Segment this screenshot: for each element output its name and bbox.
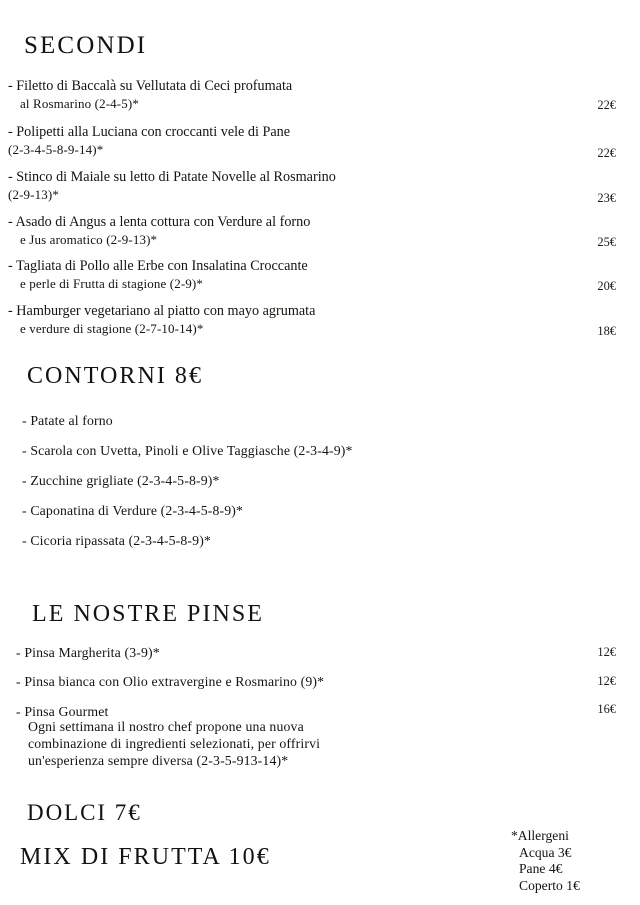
menu-item-line-2: e Jus aromatico (2-9-13)* [20, 232, 158, 247]
section-heading-contorni: CONTORNI 8€ [27, 363, 204, 389]
pinsa-gourmet-description [28, 718, 320, 769]
pinse-list-item: - Pinsa Margherita (3-9)* [16, 645, 160, 660]
contorni-list-item: - Caponatina di Verdure (2-3-4-5-8-9)* [22, 503, 244, 518]
gourmet-description-line: combinazione di ingredienti selezionati, per offrirvi [28, 736, 321, 751]
allergeni-notes [511, 828, 580, 894]
section-heading-mix-frutta: MIX DI FRUTTA 10€ [20, 844, 271, 870]
section-heading-pinse: LE NOSTRE PINSE [32, 601, 264, 627]
contorni-list-item: - Patate al forno [22, 413, 113, 428]
contorni-list-item: - Cicoria ripassata (2-3-4-5-8-9)* [22, 533, 211, 548]
section-heading-secondi: SECONDI [24, 32, 148, 59]
gourmet-description-line: un'esperienza sempre diversa (2-3-5-913-14)* [28, 753, 289, 768]
menu-item-price: 20€ [597, 279, 616, 293]
pinse-list-item: - Pinsa bianca con Olio extravergine e Rosmarino (9)* [16, 674, 325, 689]
menu-item-line-2: e verdure di stagione (2-7-10-14)* [20, 321, 204, 336]
menu-item-line-1: - Tagliata di Pollo alle Erbe con Insalatina Croccante [8, 258, 308, 274]
menu-item-line-2: e perle di Frutta di stagione (2-9)* [20, 276, 204, 291]
pinse-item-price: 12€ [597, 645, 616, 659]
menu-item-text [8, 78, 292, 112]
menu-item-text [8, 214, 310, 248]
pinse-list-item: - Pinsa Gourmet [16, 704, 109, 719]
menu-item-text [8, 169, 336, 203]
contorni-list-item: - Zucchine grigliate (2-3-4-5-8-9)* [22, 473, 220, 488]
menu-item-line-1: - Stinco di Maiale su letto di Patate Novelle al Rosmarino [8, 169, 336, 185]
menu-item-text [8, 124, 290, 158]
pinse-item-price: 16€ [597, 702, 616, 716]
menu-item-line-1: - Asado di Angus a lenta cottura con Verdure al forno [8, 214, 311, 230]
menu-item-text [8, 258, 308, 292]
menu-item-line-1: - Polipetti alla Luciana con croccanti vele di Pane [8, 124, 291, 140]
note-pane: Pane 4€ [519, 861, 563, 876]
menu-item-line-2: al Rosmarino (2-4-5)* [20, 96, 139, 111]
allergeni-title: *Allergeni [511, 828, 569, 843]
menu-item-text [8, 303, 315, 337]
gourmet-description-line: Ogni settimana il nostro chef propone una nuova [28, 719, 304, 734]
note-coperto: Coperto 1€ [519, 877, 580, 893]
pinse-item-price: 12€ [597, 674, 616, 688]
menu-item-price: 18€ [597, 324, 616, 338]
menu-item-line-2: (2-3-4-5-8-9-14)* [8, 142, 104, 157]
menu-item-price: 22€ [597, 146, 616, 160]
menu-item-price: 23€ [597, 191, 616, 205]
note-acqua: Acqua 3€ [519, 844, 572, 860]
section-heading-dolci: DOLCI 7€ [27, 800, 142, 825]
menu-item-line-1: - Filetto di Baccalà su Vellutata di Ceci profumata [8, 78, 293, 94]
menu-item-price: 22€ [597, 98, 616, 112]
menu-item-price: 25€ [597, 235, 616, 249]
contorni-list-item: - Scarola con Uvetta, Pinoli e Olive Taggiasche (2-3-4-9)* [22, 443, 353, 458]
menu-item-line-2: (2-9-13)* [8, 187, 59, 202]
menu-item-line-1: - Hamburger vegetariano al piatto con mayo agrumata [8, 303, 316, 319]
